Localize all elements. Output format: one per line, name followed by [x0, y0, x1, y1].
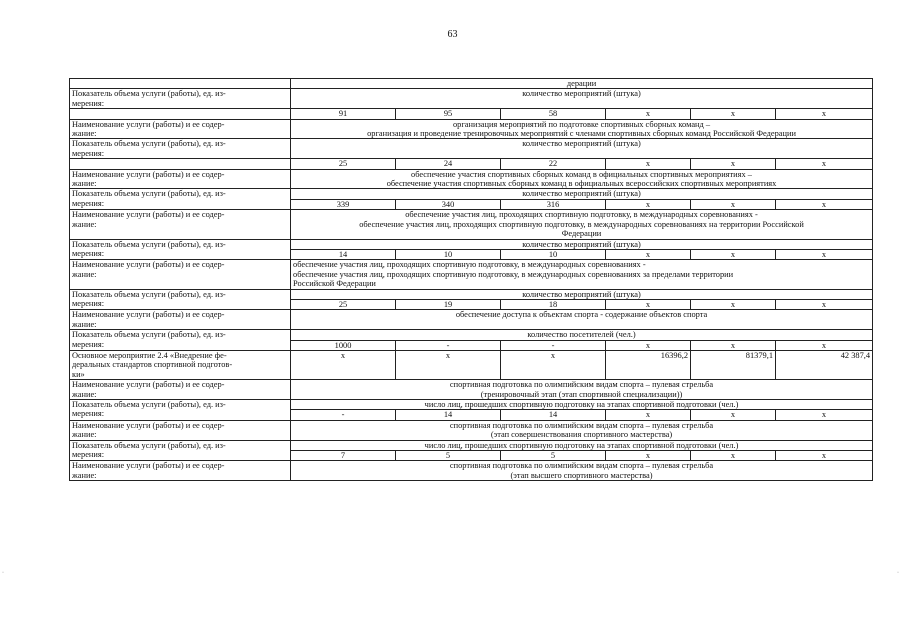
unit-cell: количество мероприятий (штука)	[291, 239, 873, 249]
description-cell: количество мероприятий (штука)	[291, 89, 873, 109]
value-cell: x	[396, 350, 501, 379]
description-cell: обеспечение участия лиц, проходящих спортивную подготовку, в международных соревнованиях - обеспечение участия лиц, проходящих спортивную подготовку, в международных соревнованиях за пределами территории Российской Федерации	[291, 260, 873, 289]
table-row	[70, 89, 873, 109]
value-cell: x	[291, 350, 396, 379]
row-label: Показатель объема услуги (работы), ед. из- мерения:	[70, 440, 291, 461]
value-cell: x	[606, 159, 691, 169]
row-label: Показатель объема услуги (работы), ед. из- мерения:	[70, 330, 291, 351]
value-cell: 16396,2	[606, 350, 691, 379]
value-cell: x	[691, 299, 776, 309]
row-label: Наименование услуги (работы) и ее содер- жание:	[70, 169, 291, 189]
row-label	[70, 159, 291, 169]
value-cell: x	[606, 299, 691, 309]
value-cell: 14	[396, 410, 501, 420]
row-label: Показатель объема услуги (работы), ед. из- мерения:	[70, 89, 291, 109]
value-cell: x	[501, 350, 606, 379]
value-cell: 25	[291, 159, 396, 169]
unit-cell: число лиц, прошедших спортивную подготовку на этапах спортивной подготовки (чел.)	[291, 400, 873, 410]
value-cell: x	[606, 340, 691, 350]
value-cell: 1000	[291, 340, 396, 350]
unit-cell: число лиц, прошедших спортивную подготовку на этапах спортивной подготовки (чел.)	[291, 440, 873, 450]
description-cell: организация мероприятий по подготовке спортивных сборных команд – организация и проведение тренировочных мероприятий с членами спортивных сборных команд Российской Федерации	[291, 119, 873, 139]
scan-edge-mark-right: ·	[897, 570, 899, 576]
description-cell: спортивная подготовка по олимпийским видам спорта – пулевая стрельба (этап совершенствования спортивного мастерства)	[291, 420, 873, 440]
row-label: Показатель объема услуги (работы), ед. из- мерения:	[70, 189, 291, 210]
value-cell: x	[776, 199, 873, 209]
row-label: Наименование услуги (работы) и ее содер- жание:	[70, 461, 291, 481]
table-row	[70, 210, 873, 239]
value-cell: x	[606, 410, 691, 420]
table-row	[70, 239, 873, 249]
description-cell: дерации	[291, 79, 873, 89]
value-cell: 18	[501, 299, 606, 309]
row-label: Показатель объема услуги (работы), ед. из- мерения:	[70, 139, 291, 159]
value-cell: 58	[501, 109, 606, 119]
description-cell: обеспечение доступа к объектам спорта - содержание объектов спорта	[291, 310, 873, 330]
value-cell: 7	[291, 451, 396, 461]
value-cell: x	[776, 410, 873, 420]
value-cell: x	[606, 451, 691, 461]
value-cell: 24	[396, 159, 501, 169]
value-cell: 5	[396, 451, 501, 461]
description-cell: спортивная подготовка по олимпийским видам спорта – пулевая стрельба (тренировочный этап (этап спортивной специализации))	[291, 380, 873, 400]
table-row	[70, 330, 873, 340]
value-cell: 340	[396, 199, 501, 209]
unit-cell: количество посетителей (чел.)	[291, 330, 873, 340]
row-label: Показатель объема услуги (работы), ед. из- мерения:	[70, 239, 291, 260]
table-row	[70, 189, 873, 199]
table-row	[70, 119, 873, 139]
value-cell: 22	[501, 159, 606, 169]
value-cell: -	[291, 410, 396, 420]
value-cell: x	[776, 249, 873, 259]
table-row	[70, 109, 873, 119]
value-cell: 19	[396, 299, 501, 309]
value-cell: 91	[291, 109, 396, 119]
row-label: Показатель объема услуги (работы), ед. из- мерения:	[70, 400, 291, 421]
value-cell: 42 387,4	[776, 350, 873, 379]
value-cell: x	[606, 109, 691, 119]
row-label	[70, 109, 291, 119]
value-cell: x	[776, 340, 873, 350]
table-row	[70, 169, 873, 189]
row-label: Основное мероприятие 2.4 «Внедрение фе- деральных стандартов спортивной подготов- ки»	[70, 350, 291, 379]
row-label: Показатель объема услуги (работы), ед. из- мерения:	[70, 289, 291, 310]
value-cell: 81379,1	[691, 350, 776, 379]
value-cell: x	[776, 109, 873, 119]
value-cell: 339	[291, 199, 396, 209]
table-row	[70, 420, 873, 440]
value-cell: 316	[501, 199, 606, 209]
description-cell: обеспечение участия спортивных сборных команд в официальных спортивных мероприятиях – обеспечение участия спортивных сборных команд в официальных всероссийских спортивных мероприятиях	[291, 169, 873, 189]
state-program-table	[69, 78, 873, 481]
value-cell: 14	[501, 410, 606, 420]
value-cell: 95	[396, 109, 501, 119]
table-row	[70, 139, 873, 159]
description-cell: обеспечение участия лиц, проходящих спортивную подготовку, в международных соревнованиях - обеспечение участия лиц, проходящих спортивную подготовку, в международных соревнованиях на территории Российской Федерации	[291, 210, 873, 239]
value-cell: 10	[396, 249, 501, 259]
table-row	[70, 400, 873, 410]
page-number: 63	[447, 29, 458, 40]
value-cell: x	[691, 340, 776, 350]
value-cell: x	[606, 199, 691, 209]
value-cell: x	[691, 109, 776, 119]
row-label: Наименование услуги (работы) и ее содер- жание:	[70, 420, 291, 440]
row-label: Наименование услуги (работы) и ее содер- жание:	[70, 119, 291, 139]
value-cell: x	[691, 249, 776, 259]
value-cell: x	[606, 249, 691, 259]
unit-cell: количество мероприятий (штука)	[291, 189, 873, 199]
value-cell: 5	[501, 451, 606, 461]
description-cell: количество мероприятий (штука)	[291, 139, 873, 159]
value-cell: x	[691, 159, 776, 169]
value-cell: x	[691, 410, 776, 420]
row-label	[70, 79, 291, 89]
table-row	[70, 159, 873, 169]
table-row	[70, 79, 873, 89]
table-row	[70, 310, 873, 330]
value-cell: 10	[501, 249, 606, 259]
row-label: Наименование услуги (работы) и ее содер- жание:	[70, 210, 291, 239]
value-cell: x	[691, 199, 776, 209]
table-row	[70, 260, 873, 289]
table-row	[70, 289, 873, 299]
table-row	[70, 350, 873, 379]
scan-edge-mark-left: ·	[2, 570, 4, 576]
value-cell: -	[501, 340, 606, 350]
row-label: Наименование услуги (работы) и ее содер- жание:	[70, 380, 291, 400]
value-cell: x	[776, 299, 873, 309]
row-label: Наименование услуги (работы) и ее содер- жание:	[70, 260, 291, 289]
value-cell: x	[776, 451, 873, 461]
description-cell: спортивная подготовка по олимпийским видам спорта – пулевая стрельба (этап высшего спортивного мастерства)	[291, 461, 873, 481]
table-row	[70, 440, 873, 450]
table-row	[70, 461, 873, 481]
value-cell: x	[691, 451, 776, 461]
value-cell: x	[776, 159, 873, 169]
value-cell: 14	[291, 249, 396, 259]
unit-cell: количество мероприятий (штука)	[291, 289, 873, 299]
value-cell: -	[396, 340, 501, 350]
value-cell: 25	[291, 299, 396, 309]
row-label: Наименование услуги (работы) и ее содер- жание:	[70, 310, 291, 330]
table-row	[70, 380, 873, 400]
